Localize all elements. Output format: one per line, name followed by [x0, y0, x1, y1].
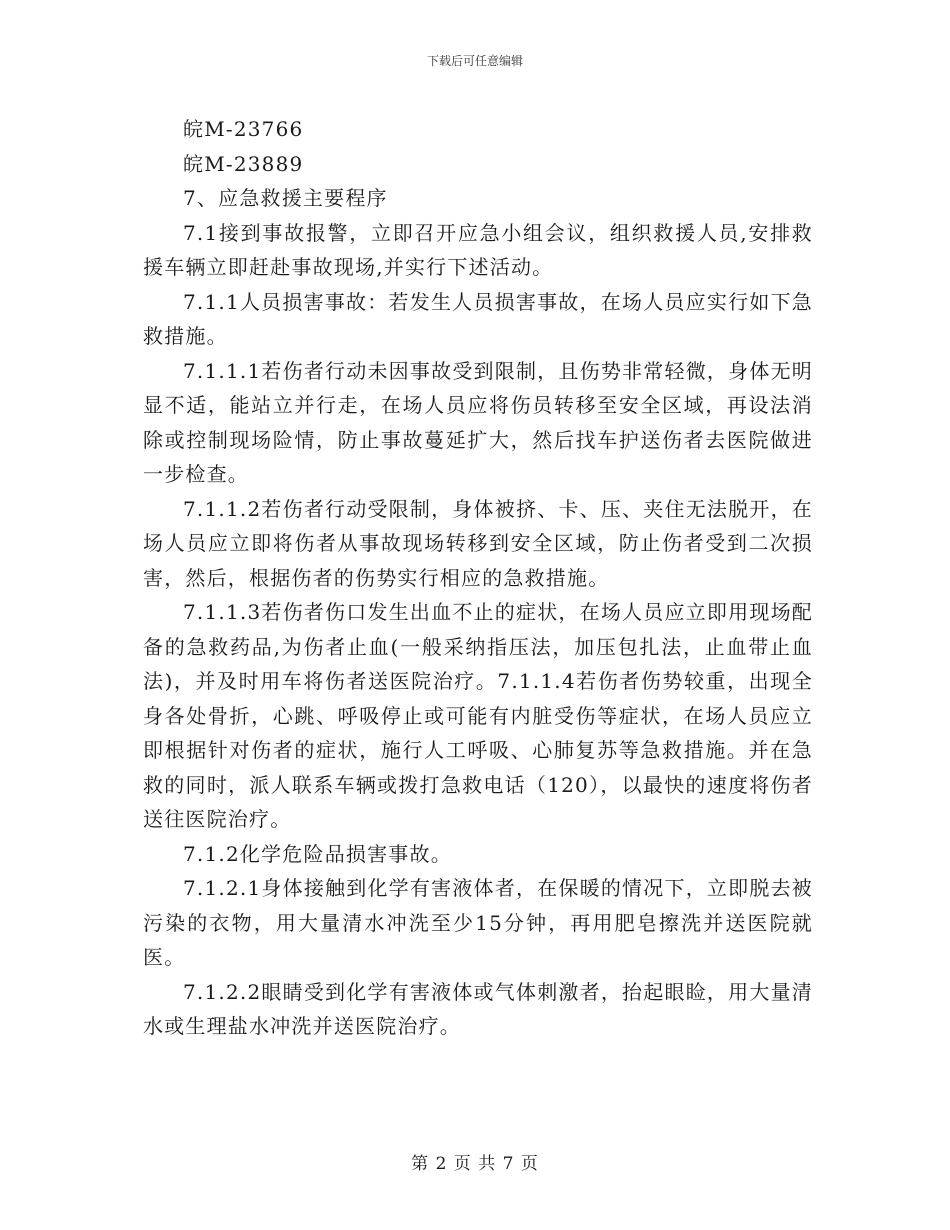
- paragraph-7-1-2: 7.1.2化学危险品损害事故。: [183, 841, 452, 866]
- paragraph-7-1-1-1: 7.1.1.1若伤者行动未因事故受到限制，且伤势非常轻微，身体无明显不适，能站立并行走，在场人员应将伤员转移至安全区域，再设法消除或控制现场险情，防止事故蔓延扩大，然后找车护送伤者去医院做进一步检查。: [143, 358, 813, 486]
- paragraph-7-1: 7.1接到事故报警，立即召开应急小组会议，组织救援人员,安排救援车辆立即赶赴事故现场,并实行下述活动。: [143, 220, 813, 279]
- paragraph-7-1-1-3: 7.1.1.3若伤者伤口发生出血不止的症状，在场人员应立即用现场配备的急救药品,为伤者止血(一般采纳指压法，加压包扎法，止血带止血法)，并及时用车将伤者送医院治疗。7.1.1.4若伤者伤势较重，出现全身各处骨折，心跳、呼吸停止或可能有内脏受伤等症状，在场人员应立即根据针对伤者的症状，施行人工呼吸、心肺复苏等急救措施。并在急救的同时，派人联系车辆或拨打急救电话（120），以最快的速度将伤者送往医院治疗。: [143, 600, 813, 831]
- paragraph-7-1-1-2: 7.1.1.2若伤者行动受限制，身体被挤、卡、压、夹住无法脱开，在场人员应立即将伤者从事故现场转移到安全区域，防止伤者受到二次损害，然后，根据伤者的伤势实行相应的急救措施。: [143, 496, 813, 590]
- document-body: [143, 112, 813, 1044]
- plate-number-2: 皖M-23889: [183, 151, 304, 176]
- paragraph-7-1-2-2: 7.1.2.2眼睛受到化学有害液体或气体刺激者，抬起眼睑，用大量清水或生理盐水冲洗并送医院治疗。: [143, 979, 813, 1038]
- page-header: 下载后可任意编辑: [426, 54, 523, 68]
- plate-number-1: 皖M-23766: [183, 117, 304, 141]
- section-heading-7: 7、应急救援主要程序: [183, 186, 388, 210]
- paragraph-7-1-1: 7.1.1人员损害事故：若发生人员损害事故，在场人员应实行如下急救措施。: [143, 289, 813, 348]
- paragraph-7-1-2-1: 7.1.2.1身体接触到化学有害液体者，在保暖的情况下，立即脱去被污染的衣物，用大量清水冲洗至少15分钟，再用肥皂擦洗并送医院就医。: [143, 876, 813, 969]
- page-footer: 第 2 页 共 7 页: [411, 1154, 539, 1174]
